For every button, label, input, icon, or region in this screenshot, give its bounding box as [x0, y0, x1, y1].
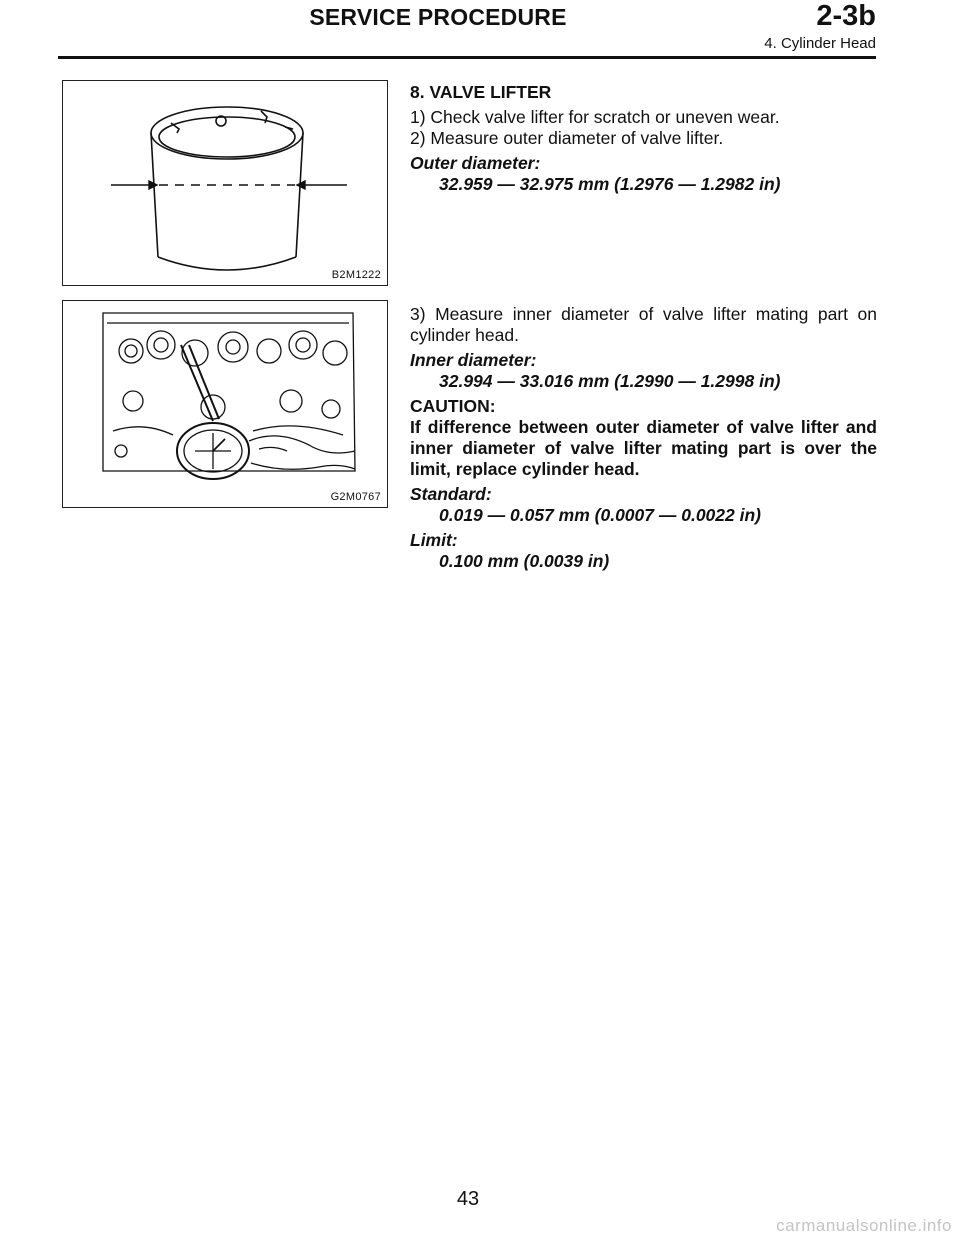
step-text: 2) Measure outer diameter of valve lifter.: [410, 128, 724, 148]
header-rule: [58, 56, 876, 59]
figure-valve-lifter: [62, 80, 388, 286]
spec-label: Standard:: [410, 484, 492, 504]
valve-lifter-section: [410, 82, 877, 195]
step-text: 3) Measure inner diameter of valve lifter mating part on cylinder head.: [410, 304, 877, 345]
mating-part-section: [410, 304, 877, 572]
section-code: 2-3b: [816, 0, 876, 32]
figure-id-label: B2M1222: [331, 269, 381, 281]
figure-cylinder-head-gauge: [62, 300, 388, 508]
spec-value: 32.994 — 33.016 mm (1.2990 — 1.2998 in): [439, 371, 781, 391]
page-number: 43: [456, 1188, 480, 1210]
caution-text: If difference between outer diameter of valve lifter and inner diameter of valve lifter mating part is over the limit, replace cylinder head.: [410, 417, 877, 479]
caution-title: CAUTION:: [410, 396, 496, 416]
section-subtitle: 4. Cylinder Head: [764, 35, 876, 52]
section-heading: 8. VALVE LIFTER: [410, 82, 552, 102]
spec-value: 32.959 — 32.975 mm (1.2976 — 1.2982 in): [439, 174, 781, 194]
figure-id-label: G2M0767: [330, 491, 381, 503]
page-title: SERVICE PROCEDURE: [309, 4, 567, 30]
watermark: carmanualsonline.info: [776, 1216, 952, 1235]
valve-lifter-illustration: [63, 81, 389, 287]
spec-label: Limit:: [410, 530, 458, 550]
cylinder-head-gauge-illustration: [63, 301, 389, 509]
spec-label: Outer diameter:: [410, 153, 541, 173]
spec-value: 0.100 mm (0.0039 in): [439, 551, 610, 571]
spec-value: 0.019 — 0.057 mm (0.0007 — 0.0022 in): [439, 505, 761, 525]
step-text: 1) Check valve lifter for scratch or uneven wear.: [410, 107, 780, 127]
spec-label: Inner diameter:: [410, 350, 537, 370]
